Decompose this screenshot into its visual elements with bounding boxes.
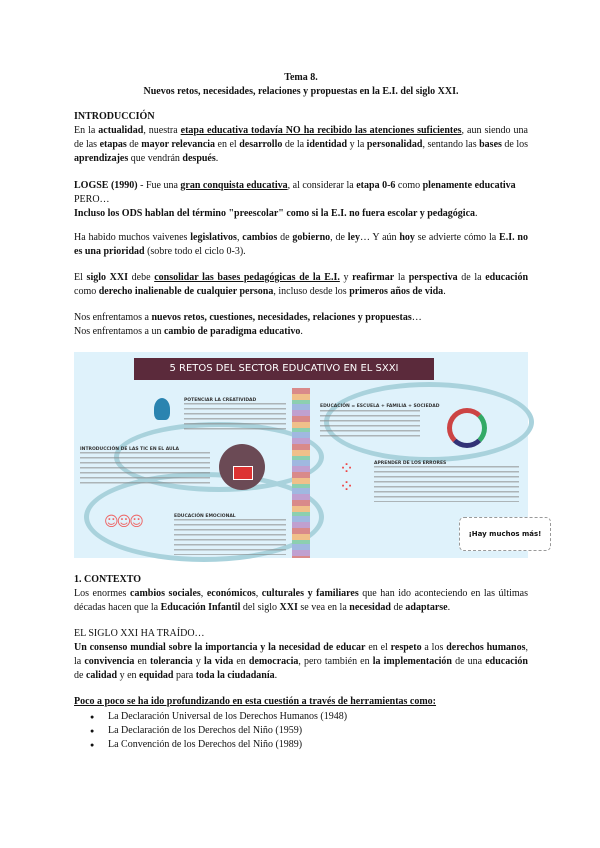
text-run: a los — [421, 642, 447, 653]
text-run: etapas — [99, 139, 127, 150]
text-run: de — [126, 139, 142, 150]
text-run: reafirmar — [352, 272, 395, 283]
text-run: como — [395, 180, 423, 191]
text-run: bases — [479, 139, 502, 150]
text-run: adaptarse — [405, 602, 448, 613]
text-run: toda la ciudadanía — [195, 670, 275, 681]
text-run: . — [274, 670, 278, 681]
text-run: de — [74, 670, 86, 681]
text-run: En la — [74, 125, 99, 136]
text-run: . — [215, 153, 219, 164]
paragraph-traido — [74, 627, 528, 683]
text-run: 1. CONTEXTO — [74, 574, 142, 585]
text-run: nuevos retos, cuestiones, necesidades, relaciones y propuestas — [151, 312, 412, 323]
text-run: culturales y familiares — [261, 588, 359, 599]
text-run: económicos — [206, 588, 256, 599]
text-run: , aun siendo una de las — [74, 125, 528, 150]
text-run: EL SIGLO XXI HA TRAÍDO… — [74, 628, 205, 639]
text-run: , — [236, 232, 243, 243]
document-title: Tema 8. — [284, 72, 318, 83]
paragraph-contexto — [74, 587, 528, 615]
text-run: derecho inalienable de cualquier persona — [98, 286, 274, 297]
text-run: cambios — [242, 232, 278, 243]
text-run: educación — [485, 656, 528, 667]
paragraph-vaivenes — [74, 231, 528, 259]
paragraph-intro — [74, 124, 528, 166]
text-run: de la — [282, 139, 307, 150]
text-run: se advierte cómo la — [414, 232, 500, 243]
text-run: . — [447, 602, 451, 613]
text-run: derechos humanos — [446, 642, 526, 653]
info-item-text — [374, 466, 519, 502]
text-run: mayor relevancia — [141, 139, 216, 150]
text-run: legislativos — [190, 232, 237, 243]
info-item-text — [174, 519, 286, 555]
text-run: , — [255, 588, 262, 599]
text-run: cambios sociales — [130, 588, 201, 599]
text-run: El — [74, 272, 87, 283]
text-run: debe — [128, 272, 155, 283]
text-run: tolerancia — [150, 656, 193, 667]
info-item-heading: EDUCACIÓN EMOCIONAL — [174, 514, 236, 519]
text-run: , incluso desde los — [273, 286, 350, 297]
paragraph-siglo — [74, 271, 528, 299]
text-run: en — [233, 656, 249, 667]
text-run: y — [339, 272, 353, 283]
list-item: ● La Declaración Universal de los Derechos Humanos (1948) — [108, 710, 528, 724]
text-run: democracia — [248, 656, 299, 667]
text-run: LOGSE (1990) — [74, 180, 138, 191]
text-run: cambio de paradigma educativo — [163, 326, 301, 337]
paragraph-logse — [74, 179, 528, 221]
video-play-icon — [233, 466, 253, 480]
text-run: . — [300, 326, 303, 337]
tic-icon — [219, 444, 265, 490]
info-item-heading: EDUCACIÓN = ESCUELA + FAMILIA + SOCIEDAD — [320, 404, 440, 409]
text-run: la implementación — [372, 656, 452, 667]
text-run: identidad — [306, 139, 348, 150]
text-run: para — [173, 670, 196, 681]
text-run: en el — [215, 139, 240, 150]
community-circle-icon — [447, 408, 487, 448]
text-run: Nos enfrentamos a — [74, 312, 152, 323]
text-run: (sobre todo el ciclo 0-3). — [144, 246, 246, 257]
text-run: de los — [501, 139, 529, 150]
text-run: , de — [330, 232, 348, 243]
infographic-title: 5 RETOS DEL SECTOR EDUCATIVO EN EL SXXI — [134, 358, 434, 380]
lightbulb-icon — [154, 398, 170, 420]
info-item-text — [184, 403, 286, 433]
text-run: aprendizajes — [74, 153, 129, 164]
text-run: que vendrán — [128, 153, 183, 164]
tools-list — [74, 710, 528, 752]
text-run: PERO… — [74, 194, 110, 205]
text-run: . — [475, 208, 478, 219]
text-run: Educación Infantil — [160, 602, 241, 613]
more-box: ¡Hay muchos más! — [459, 517, 551, 551]
paragraph-herramientas — [74, 695, 528, 709]
text-run: siglo XXI — [86, 272, 128, 283]
text-run: - Fue una — [137, 180, 181, 191]
text-run: después — [182, 153, 216, 164]
paragraph-intro-heading — [74, 110, 528, 124]
text-run: de — [277, 232, 293, 243]
text-run: ley — [347, 232, 360, 243]
text-run: Incluso los ODS hablan del término "preescolar" como si la E.I. no fuera escolar y pedagógica — [74, 208, 476, 219]
text-run: Los enormes — [74, 588, 130, 599]
text-run: en — [134, 656, 151, 667]
text-run: etapa 0-6 — [356, 180, 396, 191]
text-run: , sentando las — [422, 139, 480, 150]
text-run: como — [74, 286, 99, 297]
text-run: hoy — [399, 232, 415, 243]
text-run: INTRODUCCIÓN — [74, 111, 155, 122]
text-run: la — [394, 272, 409, 283]
text-run: … Nos enfrentamos a un — [74, 312, 422, 337]
text-run: , al considerar la — [287, 180, 357, 191]
text-run: de la — [457, 272, 486, 283]
text-run: que han ido aconteciendo en las últimas décadas hacen que la — [74, 588, 529, 613]
text-run: convivencia — [84, 656, 135, 667]
infographic-image — [74, 352, 542, 558]
text-run: primeros años de vida — [349, 286, 444, 297]
text-run: , pero también en — [298, 656, 373, 667]
text-run: y en — [117, 670, 140, 681]
info-item-text — [320, 410, 420, 440]
text-run: Ha habido muchos vaivenes — [74, 232, 191, 243]
info-item-heading: INTRODUCCIÓN DE LAS TIC EN EL AULA — [80, 447, 180, 452]
footprints-icon: ⁘ ⁘ — [339, 458, 355, 497]
text-run: XXI — [279, 602, 298, 613]
text-run: etapa educativa todavía NO ha recibido las atenciones suficientes — [180, 125, 462, 136]
text-run: y la — [347, 139, 367, 150]
text-run: Poco a poco se ha ido profundizando en esta cuestión a través de herramientas como: — [74, 696, 437, 707]
info-item-heading: APRENDER DE LOS ERRORES — [374, 461, 447, 466]
text-run: consolidar las bases pedagógicas de la E.I. — [154, 272, 340, 283]
pencils-decoration — [292, 388, 310, 558]
text-run: de — [390, 602, 406, 613]
text-run: y — [192, 656, 205, 667]
text-run: equidad — [139, 670, 174, 681]
text-run: E.I. no es una prioridad — [74, 232, 528, 257]
info-item-text — [80, 452, 210, 486]
paragraph-contexto-heading — [74, 573, 528, 587]
text-run: actualidad — [98, 125, 144, 136]
text-run: , — [200, 588, 207, 599]
text-run: personalidad — [366, 139, 423, 150]
list-item: ● La Convención de los Derechos del Niño (1989) — [108, 738, 528, 752]
emoji-faces-icon: ☺☺☺ — [104, 514, 142, 530]
text-run: , nuestra — [143, 125, 181, 136]
text-run: … Y aún — [359, 232, 400, 243]
document-subtitle: Nuevos retos, necesidades, relaciones y propuestas en la E.I. del siglo XXI. — [143, 86, 459, 97]
text-run: perspectiva — [408, 272, 458, 283]
text-run: respeto — [390, 642, 422, 653]
info-item-heading: POTENCIAR LA CREATIVIDAD — [184, 398, 257, 403]
text-run: gobierno — [292, 232, 331, 243]
text-run: del siglo — [240, 602, 280, 613]
text-run: necesidad — [349, 602, 391, 613]
text-run: , la — [74, 642, 529, 667]
text-run: calidad — [85, 670, 118, 681]
text-run: . — [443, 286, 446, 297]
text-run: se vea en la — [297, 602, 350, 613]
paragraph-retos — [74, 311, 528, 339]
text-run: educación — [485, 272, 529, 283]
list-item: ● La Declaración de los Derechos del Niño (1959) — [108, 724, 528, 738]
text-run: de una — [451, 656, 486, 667]
text-run: gran conquista educativa — [180, 180, 288, 191]
text-run: la vida — [204, 656, 234, 667]
text-run: en el — [365, 642, 391, 653]
text-run: desarrollo — [239, 139, 283, 150]
text-run: plenamente educativa — [422, 180, 516, 191]
text-run: Un consenso mundial sobre la importancia y la necesidad de educar — [74, 642, 366, 653]
